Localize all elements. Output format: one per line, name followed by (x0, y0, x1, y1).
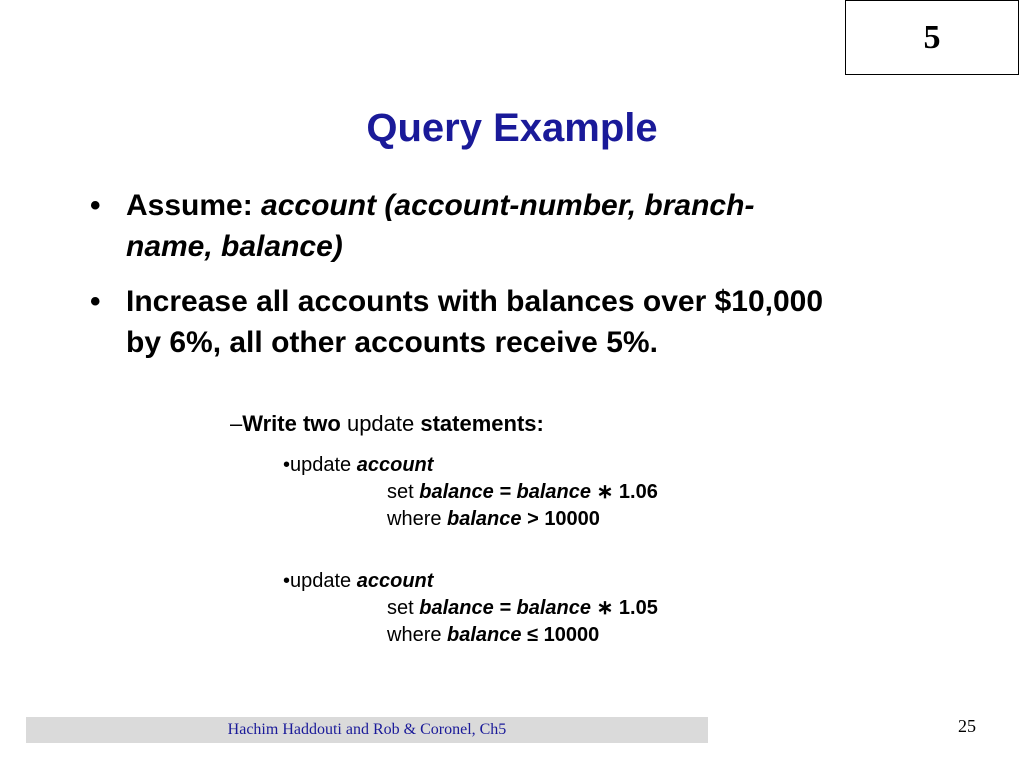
where-line (283, 506, 658, 533)
set-keyword: set (387, 481, 420, 503)
update-statement-2 (283, 568, 658, 649)
set-line (283, 595, 658, 622)
update-keyword: •update (283, 570, 357, 592)
update-statement-1 (283, 452, 658, 533)
table-name: account (356, 454, 434, 476)
comparator: ≤ (521, 624, 544, 646)
schema-line-1: account (account-number, branch- (261, 189, 755, 222)
comparator: > (521, 508, 545, 530)
factor-value: 1.05 (618, 597, 658, 619)
set-expression: balance = balance (419, 597, 592, 619)
factor-value: 1.06 (618, 481, 658, 503)
increase-line-2: by 6%, all other accounts receive 5%. (126, 326, 658, 359)
set-keyword: set (387, 597, 420, 619)
multiply-operator: ∗ (591, 481, 619, 503)
chapter-number: 5 (923, 18, 941, 56)
footer-bar (26, 717, 708, 743)
where-line (283, 622, 658, 649)
increase-line-1: Increase all accounts with balances over $10,000 (126, 285, 824, 318)
multiply-operator: ∗ (591, 597, 619, 619)
where-keyword: where (387, 508, 448, 530)
set-line (283, 479, 658, 506)
assume-label: Assume: (126, 189, 262, 222)
threshold-value: 10000 (543, 624, 600, 646)
where-column: balance (447, 624, 522, 646)
threshold-value: 10000 (544, 508, 600, 530)
footer-credit: Hachim Haddouti and Rob & Coronel, Ch5 (227, 721, 507, 738)
subpoint-write-statements (230, 410, 544, 438)
bullet-marker: • (90, 189, 101, 222)
slide-title: Query Example (366, 106, 658, 150)
bullet-assume (90, 185, 926, 267)
update-keyword: •update (283, 454, 357, 476)
update-line (283, 452, 658, 479)
write-two-text: Write two (242, 411, 341, 436)
where-keyword: where (387, 624, 448, 646)
set-expression: balance = balance (419, 481, 592, 503)
dash-marker: – (230, 411, 243, 436)
statements-text: statements: (420, 411, 544, 436)
bullet-marker: • (90, 285, 101, 318)
update-keyword: update (340, 411, 421, 436)
update-line (283, 568, 658, 595)
where-column: balance (447, 508, 522, 530)
schema-line-2: name, balance) (126, 230, 343, 263)
table-name: account (356, 570, 434, 592)
bullet-increase (90, 281, 926, 363)
page-number: 25 (958, 716, 976, 736)
chapter-number-box (845, 0, 1019, 75)
